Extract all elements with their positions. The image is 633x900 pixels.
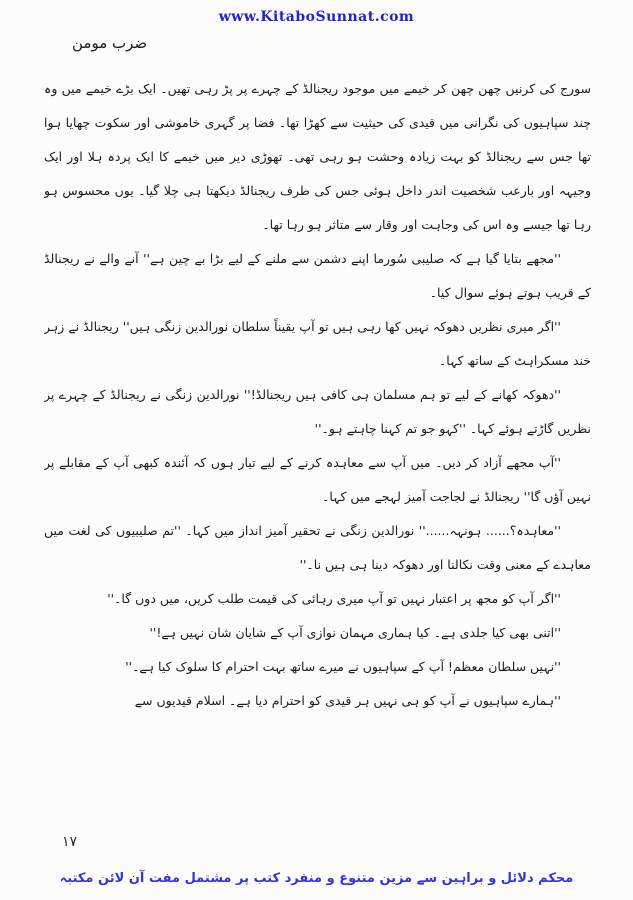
footer-library-note: محکم دلائل و براہین سے مزین متنوع و منفرد کتب پر مشتمل مفت آن لائن مکتبہ	[59, 871, 574, 886]
running-head-book-title: ضرب مومن	[72, 34, 148, 52]
paragraph: ''نہیں سلطان معظم! آپ کے سپاہیوں نے میرے ساتھ بہت احترام کا سلوک کیا ہے۔''	[125, 659, 561, 674]
paragraph: ''مجھے بتایا گیا ہے کہ صلیبی سُورما اپنے دشمن سے ملنے کے لیے بڑا بے چین ہے'' آنے والے نے ریجنالڈ کے قریب ہوتے ہوئے سوال کیا۔	[44, 251, 591, 300]
body-text	[44, 72, 591, 788]
paragraph: ''دھوکہ کھانے کے لیے تو ہم مسلمان ہی کافی ہیں ریجنالڈ!'' نورالدین زنگی نے ریجنالڈ کے چہرے پر نظریں گاڑتے ہوئے کہا۔ ''کہو جو تم کہنا چاہتے ہو۔''	[44, 387, 591, 436]
paragraph: سورج کی کرنیں چھن چھن کر خیمے میں موجود ریجنالڈ کے چہرے پر پڑ رہی تھیں۔ ایک بڑے خیمے میں وہ چند سپاہیوں کی نگرانی میں قیدی کی حیثیت سے کھڑا تھا۔ فضا پر گہری خاموشی اور سکوت چھایا ہوا تھا جس سے ریجنالڈ کو بہت زیادہ وحشت ہو رہی تھی۔ تھوڑی دیر میں خیمے کا ایک پردہ ہلا اور ایک وجیہہ اور بارعب شخصیت اندر داخل ہوئی جس کی طرف ریجنالڈ دیکھتا ہی چلا گیا۔ یوں محسوس ہو رہا تھا جیسے وہ اس کی وجاہت اور وقار سے متاثر ہو رہا تھا۔	[44, 81, 591, 232]
paragraph: ''اگر میری نظریں دھوکہ نہیں کھا رہی ہیں تو آپ یقیناً سلطان نورالدین زنگی ہیں'' ریجنالڈ نے زہر خند مسکراہٹ کے ساتھ کہا۔	[44, 319, 591, 368]
paragraph: ''اتنی بھی کیا جلدی ہے۔ کیا ہماری مہمان نوازی آپ کے شایان شان نہیں ہے!''	[149, 625, 561, 640]
paragraph: ''اگر آپ کو مجھ پر اعتبار نہیں تو آپ میری رہائی کی قیمت طلب کریں، میں دوں گا۔''	[107, 591, 561, 606]
paragraph: ''ہمارے سپاہیوں نے آپ کو ہی نہیں ہر قیدی کو احترام دیا ہے۔ اسلام قیدیوں سے	[134, 693, 561, 708]
paragraph: ''معاہدہ؟...... ہونہہ......'' نورالدین زنگی نے تحقیر آمیز انداز میں کہا۔ ''تم صلیبیوں کی لغت میں معاہدے کے معنی وقت نکالنا اور دھوکہ دینا ہی ہیں نا۔''	[44, 523, 591, 572]
paragraph: ''آپ مجھے آزاد کر دیں۔ میں آپ سے معاہدہ کرنے کے لیے تیار ہوں کہ آئندہ کبھی آپ کے مقابلے پر نہیں آؤں گا'' ریجنالڈ نے لجاجت آمیز لہجے میں کہا۔	[44, 455, 591, 504]
page-number: ۱۷	[62, 834, 78, 850]
website-url[interactable]: www.KitaboSunnat.com	[218, 9, 415, 25]
